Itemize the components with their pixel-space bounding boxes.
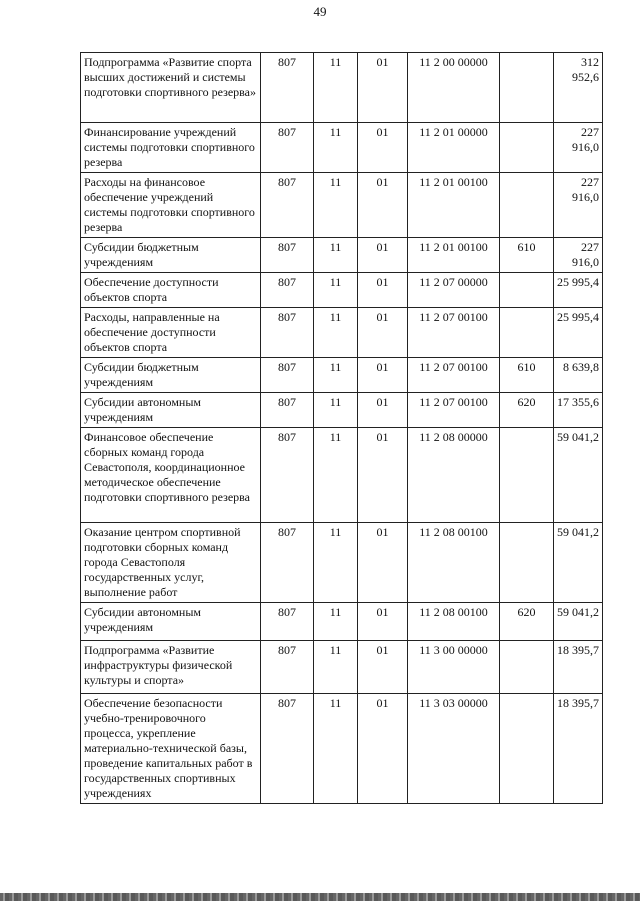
section-code: 11 <box>314 358 358 393</box>
table-row <box>81 393 603 428</box>
section-code: 11 <box>314 694 358 804</box>
table-row <box>81 428 603 523</box>
ved-code: 807 <box>261 123 314 173</box>
subsection-code: 01 <box>358 238 408 273</box>
row-name: Финансовое обеспечение сборных команд города Севастополя, координационное методическое обеспечение подготовки спортивного резерва <box>81 428 261 523</box>
amount: 18 395,7 <box>554 641 603 694</box>
ved-code: 807 <box>261 694 314 804</box>
expense-type-code: 610 <box>500 238 554 273</box>
scan-border <box>0 893 640 901</box>
target-article-code: 11 3 03 00000 <box>408 694 500 804</box>
expense-type-code <box>500 641 554 694</box>
expense-type-code: 620 <box>500 393 554 428</box>
ved-code: 807 <box>261 641 314 694</box>
table-row <box>81 273 603 308</box>
ved-code: 807 <box>261 393 314 428</box>
subsection-code: 01 <box>358 641 408 694</box>
table-row <box>81 523 603 603</box>
row-name: Расходы, направленные на обеспечение доступности объектов спорта <box>81 308 261 358</box>
expense-type-code <box>500 173 554 238</box>
section-code: 11 <box>314 308 358 358</box>
ved-code: 807 <box>261 173 314 238</box>
expense-type-code <box>500 53 554 123</box>
table-row <box>81 238 603 273</box>
table-row <box>81 308 603 358</box>
amount: 227 916,0 <box>554 238 603 273</box>
ved-code: 807 <box>261 273 314 308</box>
target-article-code: 11 2 01 00100 <box>408 173 500 238</box>
subsection-code: 01 <box>358 53 408 123</box>
ved-code: 807 <box>261 308 314 358</box>
table-row <box>81 641 603 694</box>
expense-type-code: 610 <box>500 358 554 393</box>
target-article-code: 11 2 07 00100 <box>408 393 500 428</box>
amount: 59 041,2 <box>554 428 603 523</box>
subsection-code: 01 <box>358 523 408 603</box>
target-article-code: 11 2 08 00100 <box>408 603 500 641</box>
ved-code: 807 <box>261 523 314 603</box>
section-code: 11 <box>314 273 358 308</box>
row-name: Финансирование учреждений системы подготовки спортивного резерва <box>81 123 261 173</box>
subsection-code: 01 <box>358 603 408 641</box>
amount: 312 952,6 <box>554 53 603 123</box>
ved-code: 807 <box>261 238 314 273</box>
target-article-code: 11 3 00 00000 <box>408 641 500 694</box>
expense-type-code <box>500 694 554 804</box>
target-article-code: 11 2 08 00100 <box>408 523 500 603</box>
subsection-code: 01 <box>358 123 408 173</box>
table-row <box>81 173 603 238</box>
row-name: Обеспечение доступности объектов спорта <box>81 273 261 308</box>
section-code: 11 <box>314 428 358 523</box>
expense-type-code: 620 <box>500 603 554 641</box>
section-code: 11 <box>314 393 358 428</box>
subsection-code: 01 <box>358 358 408 393</box>
ved-code: 807 <box>261 428 314 523</box>
subsection-code: 01 <box>358 308 408 358</box>
ved-code: 807 <box>261 603 314 641</box>
section-code: 11 <box>314 53 358 123</box>
section-code: 11 <box>314 238 358 273</box>
amount: 18 395,7 <box>554 694 603 804</box>
subsection-code: 01 <box>358 273 408 308</box>
expense-type-code <box>500 308 554 358</box>
section-code: 11 <box>314 123 358 173</box>
budget-table <box>80 52 603 804</box>
table-body <box>81 53 603 804</box>
amount: 59 041,2 <box>554 603 603 641</box>
subsection-code: 01 <box>358 173 408 238</box>
row-name: Подпрограмма «Развитие спорта высших достижений и системы подготовки спортивного резерва» <box>81 53 261 123</box>
table-row <box>81 694 603 804</box>
row-name: Субсидии бюджетным учреждениям <box>81 238 261 273</box>
table-row <box>81 123 603 173</box>
row-name: Субсидии бюджетным учреждениям <box>81 358 261 393</box>
table-row <box>81 358 603 393</box>
section-code: 11 <box>314 173 358 238</box>
subsection-code: 01 <box>358 393 408 428</box>
amount: 227 916,0 <box>554 173 603 238</box>
target-article-code: 11 2 00 00000 <box>408 53 500 123</box>
subsection-code: 01 <box>358 428 408 523</box>
target-article-code: 11 2 07 00000 <box>408 273 500 308</box>
table-row <box>81 603 603 641</box>
subsection-code: 01 <box>358 694 408 804</box>
expense-type-code <box>500 523 554 603</box>
section-code: 11 <box>314 603 358 641</box>
ved-code: 807 <box>261 53 314 123</box>
target-article-code: 11 2 08 00000 <box>408 428 500 523</box>
row-name: Обеспечение безопасности учебно-тренировочного процесса, укрепление материально-технической базы, проведение капитальных работ в государственных спортивных учреждениях <box>81 694 261 804</box>
row-name: Подпрограмма «Развитие инфраструктуры физической культуры и спорта» <box>81 641 261 694</box>
ved-code: 807 <box>261 358 314 393</box>
target-article-code: 11 2 01 00100 <box>408 238 500 273</box>
row-name: Субсидии автономным учреждениям <box>81 393 261 428</box>
amount: 25 995,4 <box>554 273 603 308</box>
amount: 17 355,6 <box>554 393 603 428</box>
expense-type-code <box>500 428 554 523</box>
section-code: 11 <box>314 641 358 694</box>
target-article-code: 11 2 01 00000 <box>408 123 500 173</box>
section-code: 11 <box>314 523 358 603</box>
amount: 59 041,2 <box>554 523 603 603</box>
table-row <box>81 53 603 123</box>
amount: 25 995,4 <box>554 308 603 358</box>
target-article-code: 11 2 07 00100 <box>408 358 500 393</box>
amount: 227 916,0 <box>554 123 603 173</box>
expense-type-code <box>500 123 554 173</box>
page-number: 49 <box>313 4 327 19</box>
target-article-code: 11 2 07 00100 <box>408 308 500 358</box>
row-name: Субсидии автономным учреждениям <box>81 603 261 641</box>
expense-type-code <box>500 273 554 308</box>
row-name: Оказание центром спортивной подготовки сборных команд города Севастополя государственных услуг, выполнение работ <box>81 523 261 603</box>
row-name: Расходы на финансовое обеспечение учреждений системы подготовки спортивного резерва <box>81 173 261 238</box>
amount: 8 639,8 <box>554 358 603 393</box>
